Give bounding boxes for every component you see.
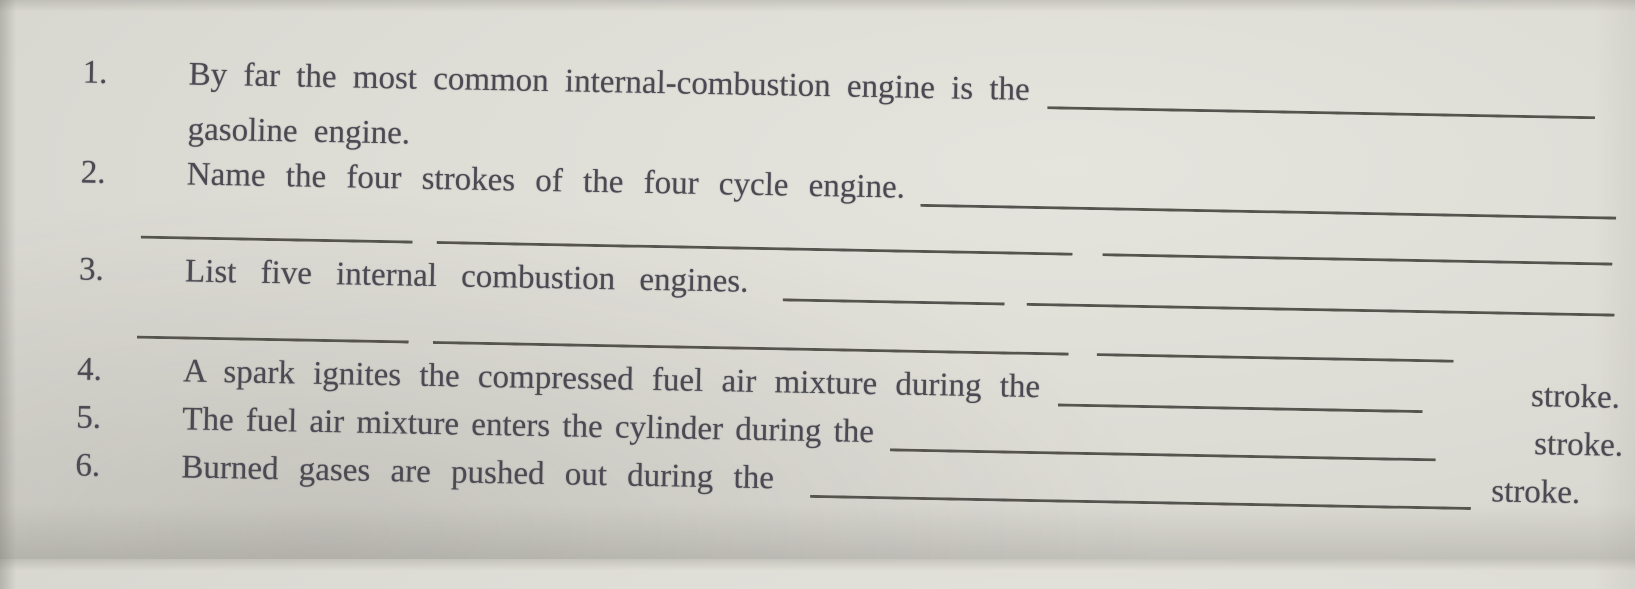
question-text: The fuel air mixture enters the cylinder during the: [182, 401, 875, 451]
stroke-label: stroke.: [1530, 378, 1621, 416]
question-number: 3.: [78, 251, 105, 288]
question-number: 5.: [76, 399, 102, 436]
stroke-label: stroke.: [1491, 473, 1581, 512]
answer-blank: [783, 293, 1005, 305]
answer-blank: [1097, 348, 1454, 363]
question-number: 6.: [75, 447, 101, 484]
question-number: 4.: [76, 351, 103, 388]
question-text: Name the four strokes of the four cycle engine.: [186, 156, 906, 206]
question-text: List five internal combustion engines.: [184, 253, 749, 300]
question-text: A spark ignites the compressed fuel air mixture during the: [182, 353, 1041, 406]
answer-blank: [1047, 101, 1595, 119]
question-number: 2.: [80, 154, 106, 191]
answer-blank: [141, 231, 413, 244]
continuation-text: gasoline engine.: [187, 111, 411, 152]
answer-blank: [810, 490, 1472, 510]
question-text: By far the most common internal-combustion engine is the: [188, 56, 1031, 108]
question-number: 1.: [82, 54, 108, 91]
question-text: Burned gases are pushed out during the: [181, 449, 775, 497]
stroke-label: stroke.: [1533, 426, 1624, 464]
answer-blank: [137, 331, 409, 344]
